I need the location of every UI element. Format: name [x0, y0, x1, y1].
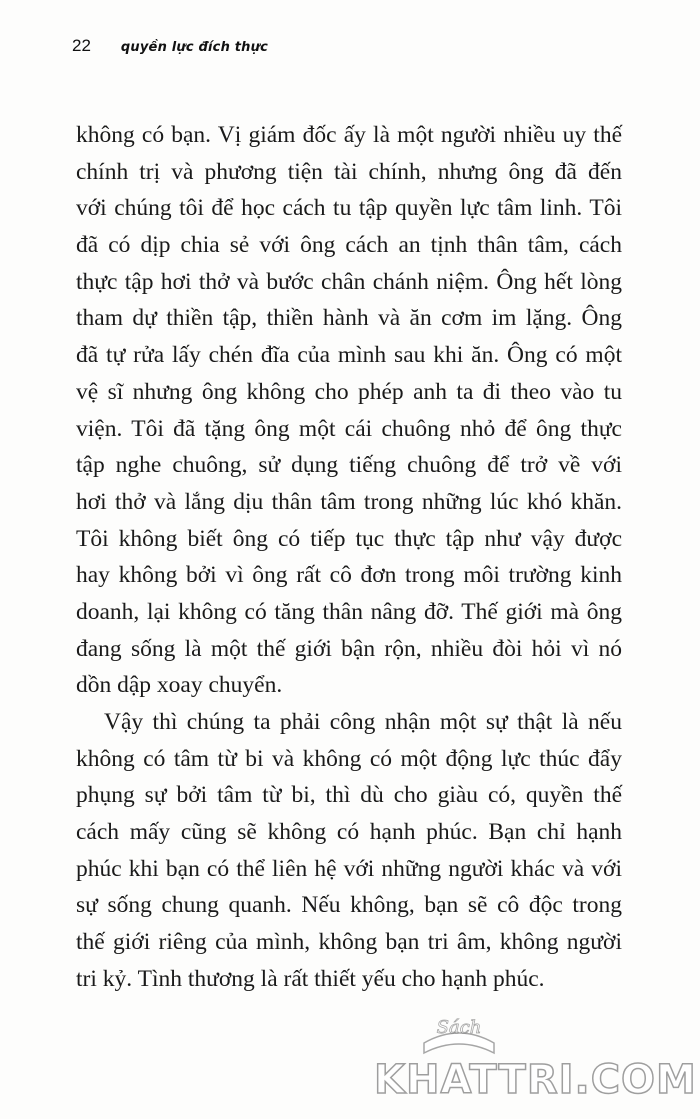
text-line: đã có dịp chia sẻ với ông cách an tịnh thân tâm, cách: [76, 232, 622, 259]
text-line: phúc khi bạn có thể liên hệ với những người khác và với: [76, 855, 622, 882]
text-line: doanh, lại không có tăng thân nâng đỡ. Thế giới mà ông: [76, 598, 622, 625]
paragraph-2: [76, 704, 622, 998]
page-header: [72, 36, 268, 56]
text-line: đang sống là một thế giới bận rộn, nhiều đòi hỏi vì nó: [76, 635, 622, 662]
text-line: cách mấy cũng sẽ không có hạnh phúc. Bạn chỉ hạnh: [76, 819, 622, 846]
text-line: thực tập hơi thở và bước chân chánh niệm. Ông hết lòng: [76, 268, 622, 295]
text-line: hơi thở và lắng dịu thân tâm trong những lúc khó khăn.: [76, 488, 622, 515]
watermark-site-text: KHATTRI.COM: [374, 1057, 697, 1103]
paragraph-1: [76, 117, 622, 704]
svg-text:Sách: Sách: [436, 1017, 482, 1038]
text-line: không có tâm từ bi và không có một động lực thúc đẩy: [76, 745, 622, 772]
text-line: viện. Tôi đã tặng ông một cái chuông nhỏ để ông thực: [76, 415, 622, 442]
text-line: vệ sĩ nhưng ông không cho phép anh ta đi theo vào tu: [76, 378, 622, 405]
text-line: chính trị và phương tiện tài chính, nhưng ông đã đến: [76, 158, 622, 185]
text-line: thế giới riêng của mình, không bạn tri âm, không người: [76, 929, 622, 956]
book-logo-icon: [414, 1003, 504, 1063]
text-line: phụng sự bởi tâm từ bi, thì dù cho giàu có, quyền thế: [76, 782, 622, 809]
watermark: [374, 1003, 697, 1103]
text-line: dồn dập xoay chuyển.: [76, 672, 283, 699]
body-text: [76, 117, 622, 998]
text-line: Tôi không biết ông có tiếp tục thực tập như vậy được: [76, 525, 622, 552]
text-line: hay không bởi vì ông rất cô đơn trong môi trường kinh: [76, 562, 622, 589]
page-number: 22: [72, 36, 91, 55]
text-line: không có bạn. Vị giám đốc ấy là một người nhiều uy thế: [76, 122, 622, 148]
text-line: tri kỷ. Tình thương là rất thiết yếu cho hạnh phúc.: [76, 965, 545, 992]
text-line: với chúng tôi để học cách tu tập quyền lực tâm linh. Tôi: [76, 195, 622, 222]
text-line: sự sống chung quanh. Nếu không, bạn sẽ cô độc trong: [76, 892, 622, 919]
running-title: quyền lực đích thực: [120, 40, 268, 55]
text-line: tham dự thiền tập, thiền hành và ăn cơm im lặng. Ông: [76, 305, 622, 332]
text-line: đã tự rửa lấy chén đĩa của mình sau khi ăn. Ông có một: [76, 342, 622, 369]
text-line: tập nghe chuông, sử dụng tiếng chuông để trở về với: [76, 452, 622, 479]
text-line: Vậy thì chúng ta phải công nhận một sự thật là nếu: [104, 709, 622, 735]
